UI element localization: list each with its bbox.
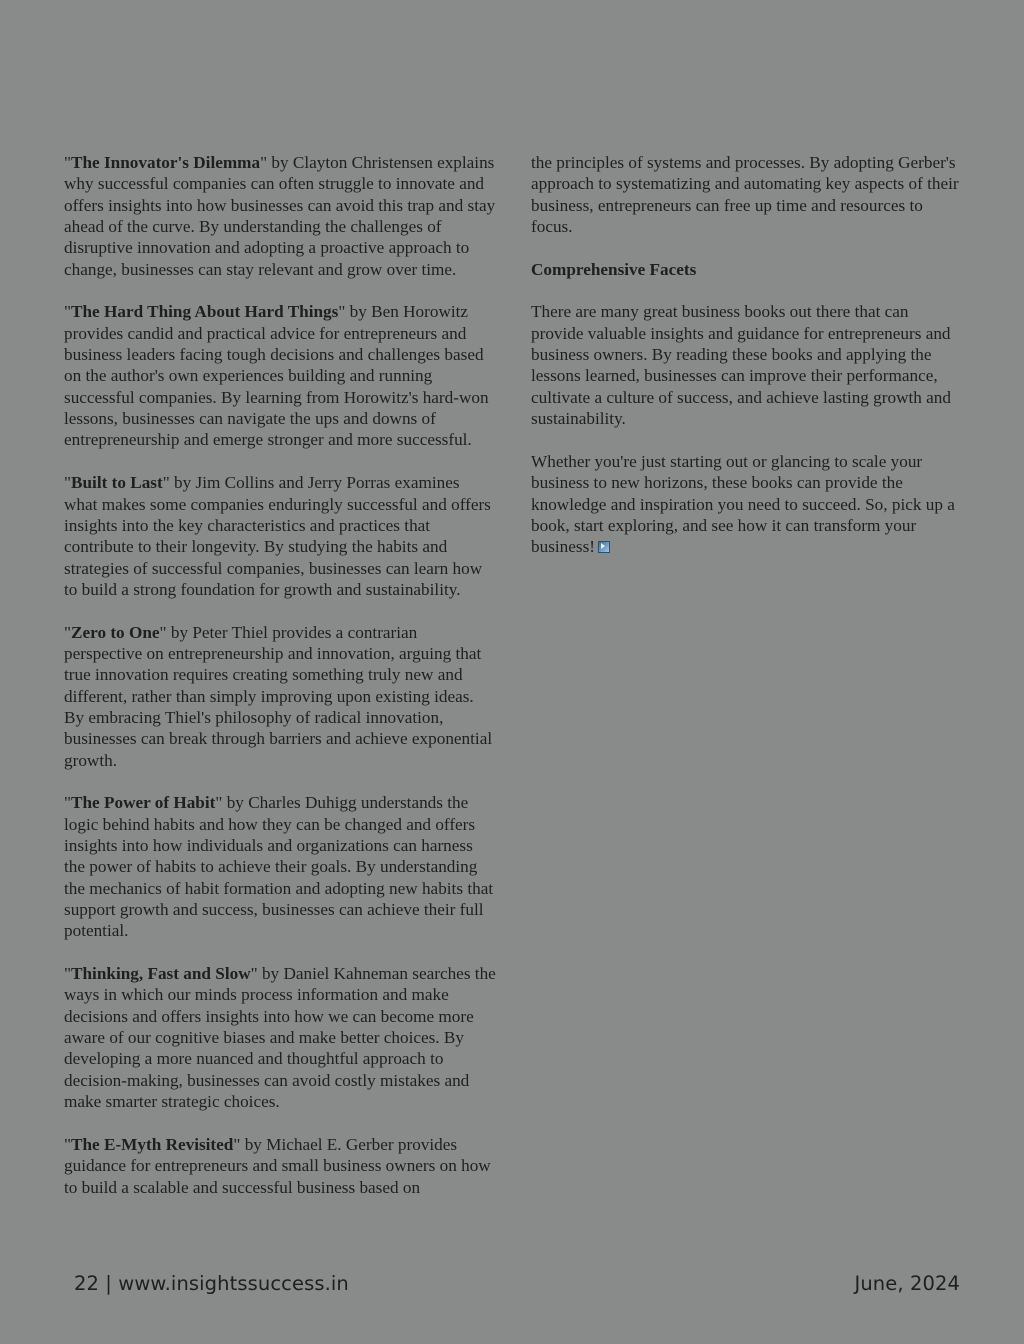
book-title: The Innovator's Dilemma [71, 153, 261, 172]
footer-page-info: 22 | www.insightssuccess.in [74, 1272, 349, 1295]
book-description: by Peter Thiel provides a contrarian perspective on entrepreneurship and innovation, arguing that true innovation requires creating something truly new and different, rather than simply improving upon existing ideas. By embracing Thiel's philosophy of radical innovation, businesses can break through barriers and achieve exponential growth. [64, 622, 493, 770]
book-paragraph: "The Hard Thing About Hard Things" by Ben Horowitz provides candid and practical advice for entrepreneurs and business leaders facing tough decisions and challenges based on the author's own experiences building and running successful companies. By learning from Horowitz's hard-won lessons, businesses can navigate the ups and downs of entrepreneurship and emerge stronger and more successful. [64, 302, 489, 450]
book-title: The Hard Thing About Hard Things [71, 302, 339, 322]
book-description: by Clayton Christensen explains why successful companies can often struggle to innovate and offers insights into how businesses can avoid this trap and stay ahead of the curve. By understanding the challenges of disruptive innovation and adopting a proactive approach to change, businesses can stay relevant and grow over time. [64, 153, 496, 279]
book-paragraph: "Zero to One" by Peter Thiel provides a contrarian perspective on entrepreneurship and innovation, arguing that true innovation requires creating something truly new and different, rather than simply improving upon existing ideas. By embracing Thiel's philosophy of radical innovation, businesses can break through barriers and achieve exponential growth. [64, 622, 493, 770]
closing-text: Whether you're just starting out or glancing to scale your business to new horizons, these books can provide the knowledge and inspiration you need to succeed. So, pick up a book, start exploring, and see how it can transform your business! [531, 451, 955, 557]
right-column [531, 152, 965, 579]
book-paragraph: "The Innovator's Dilemma" by Clayton Christensen explains why successful companies can often struggle to innovate and offers insights into how businesses can avoid this trap and stay ahead of the curve. By understanding the challenges of disruptive innovation and adopting a proactive approach to change, businesses can stay relevant and grow over time. [64, 153, 496, 279]
book-description: by Ben Horowitz provides candid and practical advice for entrepreneurs and business leaders facing tough decisions and challenges based on the author's own experiences building and running successful companies. By learning from Horowitz's hard-won lessons, businesses can navigate the ups and downs of entrepreneurship and emerge stronger and more successful. [64, 302, 489, 450]
section-heading: Comprehensive Facets [531, 259, 697, 279]
book-title: Built to Last [71, 473, 163, 493]
book-description: by Jim Collins and Jerry Porras examines what makes some companies enduringly successful and offers insights into the key characteristics and practices that contribute to their longevity. By studying the habits and strategies of successful companies, businesses can learn how to build a strong foundation for growth and sustainability. [64, 473, 491, 599]
book-paragraph: "Built to Last" by Jim Collins and Jerry Porras examines what makes some companies enduringly successful and offers insights into the key characteristics and practices that contribute to their longevity. By studying the habits and strategies of successful companies, businesses can learn how to build a strong foundation for growth and sustainability. [64, 473, 491, 599]
closing-paragraph [531, 451, 965, 558]
book-paragraph: "The E-Myth Revisited" by Michael E. Gerber provides guidance for entrepreneurs and small business owners on how to build a scalable and successful business based on [64, 1134, 491, 1197]
book-description: by Daniel Kahneman searches the ways in which our minds process information and make decisions and offers insights into how we can become more aware of our cognitive biases and make better choices. By developing a more nuanced and thoughtful approach to decision-making, businesses can avoid costly mistakes and make smarter strategic choices. [64, 964, 496, 1112]
book-title: Zero to One [71, 622, 160, 642]
book-title: The E-Myth Revisited [71, 1134, 234, 1154]
footer-date: June, 2024 [854, 1272, 960, 1295]
continuation-paragraph: the principles of systems and processes. By adopting Gerber's approach to systematizing and automating key aspects of their business, entrepreneurs can free up time and resources to focus. [531, 153, 959, 237]
book-title: Thinking, Fast and Slow [71, 964, 251, 984]
book-title: The Power of Habit [71, 793, 216, 813]
book-paragraph: "Thinking, Fast and Slow" by Daniel Kahneman searches the ways in which our minds process information and make decisions and offers insights into how we can become more aware of our cognitive biases and make better choices. By developing a more nuanced and thoughtful approach to decision-making, businesses can avoid costly mistakes and make smarter strategic choices. [64, 964, 496, 1112]
left-column [64, 152, 496, 1219]
book-description: by Charles Duhigg understands the logic behind habits and how they can be changed and offers insights into how individuals and organizations can harness the power of habits to achieve their goals. By understanding the mechanics of habit formation and adopting new habits that support growth and success, businesses can achieve their full potential. [64, 793, 494, 941]
play-cursor-icon [598, 541, 610, 553]
body-paragraph: There are many great business books out there that can provide valuable insights and guidance for entrepreneurs and business owners. By reading these books and applying the lessons learned, businesses can improve their performance, cultivate a culture of success, and achieve lasting growth and sustainability. [531, 302, 951, 429]
book-description: by Michael E. Gerber provides guidance for entrepreneurs and small business owners on how to build a scalable and successful business based on [64, 1134, 491, 1197]
book-paragraph: "The Power of Habit" by Charles Duhigg understands the logic behind habits and how they can be changed and offers insights into how individuals and organizations can harness the power of habits to achieve their goals. By understanding the mechanics of habit formation and adopting new habits that support growth and success, businesses can achieve their full potential. [64, 793, 494, 941]
